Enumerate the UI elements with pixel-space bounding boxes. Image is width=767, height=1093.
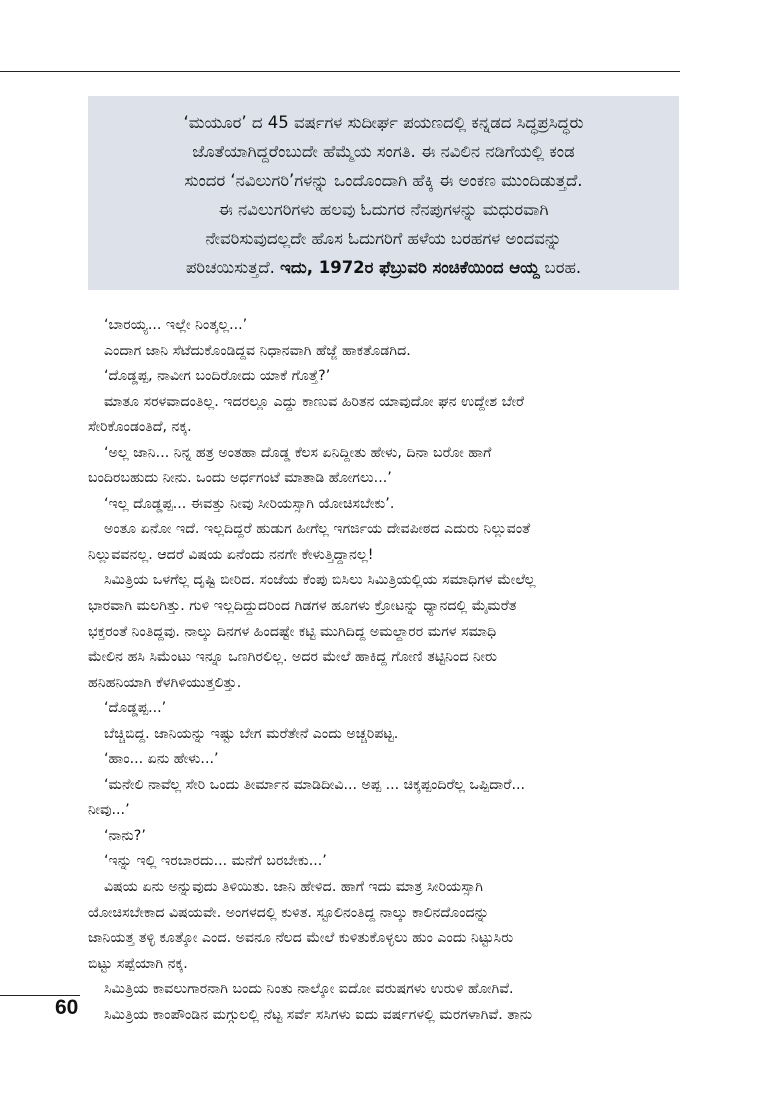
body-line: ಎಂದಾಗ ಜಾನಿ ಸೆಟೆದುಕೊಂಡಿದ್ದವ ನಿಧಾನವಾಗಿ ಹೆಜ್ಜೆ ಹಾಕತೊಡಗಿದ. (104, 342, 411, 359)
intro-last-line-end: ಬರಹ. (539, 258, 582, 277)
body-line: ನಿಲ್ಲುವವನಲ್ಲ. ಆದರೆ ವಿಷಯ ಏನೆಂದು ನನಗೇ ಕೇಳುತ್ತಿದ್ದಾನಲ್ಲ! (88, 546, 374, 563)
body-line: ಸಿಮಿತ್ರಿಯ ಕಾವಲುಗಾರನಾಗಿ ಬಂದು ನಿಂತು ನಾಲ್ಕೋ ಐದೋ ವರುಷಗಳು ಉರುಳಿ ಹೋಗಿವೆ. (104, 981, 514, 998)
body-line: ಅಂತೂ ಏನೋ ಇದೆ. ಇಲ್ಲದಿದ್ದರೆ ಹುಡುಗ ಹೀಗೆಲ್ಲ ಇಗರ್ಜಿಯ ದೇವಪೀಠದ ಎದುರು ನಿಲ್ಲುವಂತೆ (104, 521, 531, 538)
body-line: ಸೇರಿಕೊಂಡಂತಿದೆ, ನಕ್ಕ. (88, 419, 192, 436)
body-line: ಜಾನಿಯತ್ತ ತಳ್ಳಿ ಕೂತ್ಕೋ ಎಂದ. ಅವನೂ ನೆಲದ ಮೇಲೆ ಕುಳಿತುಕೊಳ್ಳಲು ಹುಂ ಎಂದು ನಿಟ್ಟುಸಿರು (88, 930, 514, 947)
body-line: ‘ಬಾರಯ್ಯ... ಇಲ್ಲೇ ನಿಂತ್ಕಲ್ಲ...’ (104, 317, 248, 333)
body-line: ಬಂದಿರಬಹುದು ನೀನು. ಒಂದು ಅರ್ಧಗಂಟೆ ಮಾತಾಡಿ ಹೋಗಲು...’ (88, 470, 392, 487)
intro-last-line (102, 253, 665, 282)
body-text (88, 313, 683, 1028)
body-line: ವಿಷಯ ಏನು ಅನ್ನುವುದು ತಿಳಿಯಿತು. ಜಾನಿ ಹೇಳಿದ. ಹಾಗೆ ಇದು ಮಾತ್ರ ಸೀರಿಯಸ್ಸಾಗಿ (104, 879, 483, 896)
intro-box (88, 96, 679, 290)
intro-line: ನೇವರಿಸುವುದಲ್ಲದೇ ಹೊಸ ಓದುಗರಿಗೆ ಹಳೆಯ ಬರಹಗಳ ಅಂದವನ್ನು (205, 229, 562, 248)
body-line: ಸಿಮಿತ್ರಿಯ ಒಳಗೆಲ್ಲ ದೃಷ್ಟಿ ಬೀರಿದ. ಸಂಜೆಯ ಕೆಂಪು ಬಿಸಿಲು ಸಿಮಿತ್ರಿಯಲ್ಲಿಯ ಸಮಾಧಿಗಳ ಮೇಲೆಲ್ಲ (104, 572, 536, 589)
body-line: ಭಾರವಾಗಿ ಮಲಗಿತ್ತು. ಗುಳಿ ಇಲ್ಲದಿದ್ದುದರಿಂದ ಗಿಡಗಳ ಹೂಗಳು ಕ್ರೋಟನ್ನು ಧ್ಯಾನದಲ್ಲಿ ಮೈಮರೆತ (88, 598, 517, 615)
body-line: ‘ಇಲ್ಲ ದೊಡ್ಡಪ್ಪ... ಈವತ್ತು ನೀವು ಸೀರಿಯಸ್ಸಾಗಿ ಯೋಚಿಸಬೇಕು’. (104, 495, 395, 512)
body-line: ನೀವು...’ (88, 802, 130, 819)
intro-line: ಜೊತೆಯಾಗಿದ್ದರೆಂಬುದೇ ಹೆಮ್ಮೆಯ ಸಂಗತಿ. ಈ ನವಿಲಿನ ನಡಿಗೆಯಲ್ಲಿ ಕಂಡ (192, 142, 575, 161)
body-line: ‘ಮನೇಲಿ ನಾವೆಲ್ಲ ಸೇರಿ ಒಂದು ತೀರ್ಮಾನ ಮಾಡಿದೀವಿ... ಅಪ್ಪ ... ಚಿಕ್ಕಪ್ಪಂದಿರೆಲ್ಲ ಒಪ್ಪಿದಾರೆ... (104, 776, 526, 793)
body-line: ‘ದೊಡ್ಡಪ್ಪ...’ (104, 700, 167, 717)
intro-last-line-start: ಪರಿಚಯಿಸುತ್ತದೆ. (185, 258, 281, 277)
body-line: ‘ಇನ್ನು ಇಲ್ಲಿ ಇರಬಾರದು... ಮನೆಗೆ ಬರಬೇಕು...’ (104, 853, 327, 870)
intro-last-line-bold: ಇದು, 1972ರ ಫೆಬ್ರುವರಿ ಸಂಚಿಕೆಯಿಂದ ಆಯ್ದ (280, 258, 540, 277)
body-line: ಯೋಚಿಸಬೇಕಾದ ವಿಷಯವೇ. ಅಂಗಳದಲ್ಲಿ ಕುಳಿತ. ಸ್ಟೂಲಿನಂತಿದ್ದ ನಾಲ್ಕು ಕಾಲಿನದೊಂದನ್ನು (88, 904, 489, 921)
page-number: 60 (55, 996, 79, 1019)
body-line: ‘ಅಲ್ಲ ಜಾನಿ... ನಿನ್ನ ಹತ್ರ ಅಂತಹಾ ದೊಡ್ಡ ಕೆಲಸ ಏನಿದ್ದೀತು ಹೇಳು, ದಿನಾ ಬರೋ ಹಾಗೆ (104, 444, 492, 461)
body-line: ‘ಹಾಂ... ಏನು ಹೇಳು...’ (104, 751, 219, 768)
body-line: ಹನಿಹನಿಯಾಗಿ ಕೆಳಗಿಳಿಯುತ್ತಲಿತ್ತು. (88, 674, 242, 691)
intro-line: ಸುಂದರ ‘ನವಿಲುಗರಿ’ಗಳನ್ನು ಒಂದೊಂದಾಗಿ ಹೆಕ್ಕಿ ಈ ಅಂಕಣ ಮುಂದಿಡುತ್ತದೆ. (184, 171, 583, 190)
body-line: ಮಾತೂ ಸರಳವಾದಂತಿಲ್ಲ. ಇದರಲ್ಲೂ ಎದ್ದು ಕಾಣುವ ಹಿರಿತನ ಯಾವುದೋ ಘನ ಉದ್ದೇಶ ಬೇರೆ (104, 393, 525, 410)
intro-line: ಈ ನವಿಲುಗರಿಗಳು ಹಲವು ಓದುಗರ ನೆನಪುಗಳನ್ನು ಮಧುರವಾಗಿ (218, 200, 549, 219)
body-line: ‘ದೊಡ್ಡಪ್ಪ, ನಾವೀಗ ಬಂದಿರೋದು ಯಾಕೆ ಗೊತ್ತೆ?’ (104, 368, 331, 385)
intro-line: ‘ಮಯೂರ’ ದ 45 ವರ್ಷಗಳ ಸುದೀರ್ಘ ಪಯಣದಲ್ಲಿ ಕನ್ನಡದ ಸಿದ್ಧಪ್ರಸಿದ್ಧರು (183, 113, 584, 132)
body-line: ಭಕ್ತರಂತೆ ನಿಂತಿದ್ದವು. ನಾಲ್ಕು ದಿನಗಳ ಹಿಂದಷ್ಟೇ ಕಟ್ಟಿ ಮುಗಿದಿದ್ದ ಅಮಲ್ದಾರರ ಮಗಳ ಸಮಾಧಿ (88, 623, 497, 640)
body-line: ಬೆಚ್ಚಿಬಿದ್ದ. ಜಾನಿಯನ್ನು ಇಷ್ಟು ಬೇಗ ಮರೆತೇನೆ ಎಂದು ಅಚ್ಚರಿಪಟ್ಟ. (104, 725, 399, 742)
body-line: ಸಿಮಿತ್ರಿಯ ಕಾಂಪೌಂಡಿನ ಮಗ್ಗುಲಲ್ಲಿ ನೆಟ್ಟ ಸರ್ವೆ ಸಸಿಗಳು ಐದು ವರ್ಷಗಳಲ್ಲಿ ಮರಗಳಾಗಿವೆ. ತಾನು (104, 1006, 533, 1023)
top-rule (0, 71, 680, 72)
body-line: ಮೇಲಿನ ಹಸಿ ಸಿಮೆಂಟು ಇನ್ನೂ ಒಣಗಿರಲಿಲ್ಲ. ಅದರ ಮೇಲೆ ಹಾಕಿದ್ದ ಗೋಣಿ ತಟ್ಟಿನಿಂದ ನೀರು (88, 649, 497, 666)
body-line: ಬಿಟ್ಟು ಸಪ್ಪೆಯಾಗಿ ನಕ್ಕ. (88, 955, 188, 972)
body-line: ‘ನಾನು?’ (104, 827, 146, 844)
